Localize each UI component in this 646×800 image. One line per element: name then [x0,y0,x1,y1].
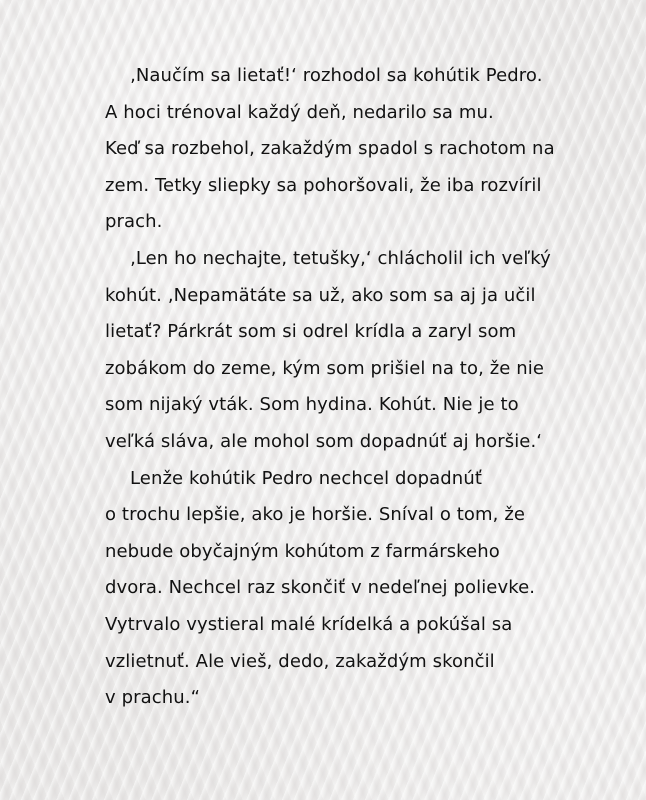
text-line: vzlietnuť. Ale vieš, dedo, zakaždým skončil [105,650,495,672]
text-line: A hoci trénoval každý deň, nedarilo sa mu. [105,101,494,123]
text-line: dvora. Nechcel raz skončiť v nedeľnej polievke. [105,577,536,599]
text-line: Lenže kohútik Pedro nechcel dopadnúť [130,467,482,489]
text-line: kohút. ‚Nepamätáte sa už, ako som sa aj ja učil [105,284,536,306]
text-line: zem. Tetky sliepky sa pohoršovali, že iba rozvíril [105,174,542,196]
text-line: ‚Len ho nechajte, tetušky,‘ chlácholil ich veľký [130,247,551,269]
text-line: Keď sa rozbehol, zakaždým spadol s rachotom na [105,138,555,160]
text-line: zobákom do zeme, kým som prišiel na to, že nie [105,357,545,379]
text-line: veľká sláva, ale mohol som dopadnúť aj horšie.‘ [105,430,543,452]
text-line: Vytrvalo vystieral malé krídelká a pokúšal sa [105,613,513,635]
text-line: som nijaký vták. Som hydina. Kohút. Nie je to [105,394,519,416]
text-line: ‚Naučím sa lietať!‘ rozhodol sa kohútik Pedro. [130,65,543,86]
text-line: prach. [105,211,163,233]
text-line: v prachu.“ [105,687,200,709]
story-text [105,58,625,717]
text-line: nebude obyčajným kohútom z farmárskeho [105,540,500,562]
text-line: o trochu lepšie, ako je horšie. Sníval o tom, že [105,504,526,526]
text-line: lietať? Párkrát som si odrel krídla a zaryl som [105,321,517,343]
